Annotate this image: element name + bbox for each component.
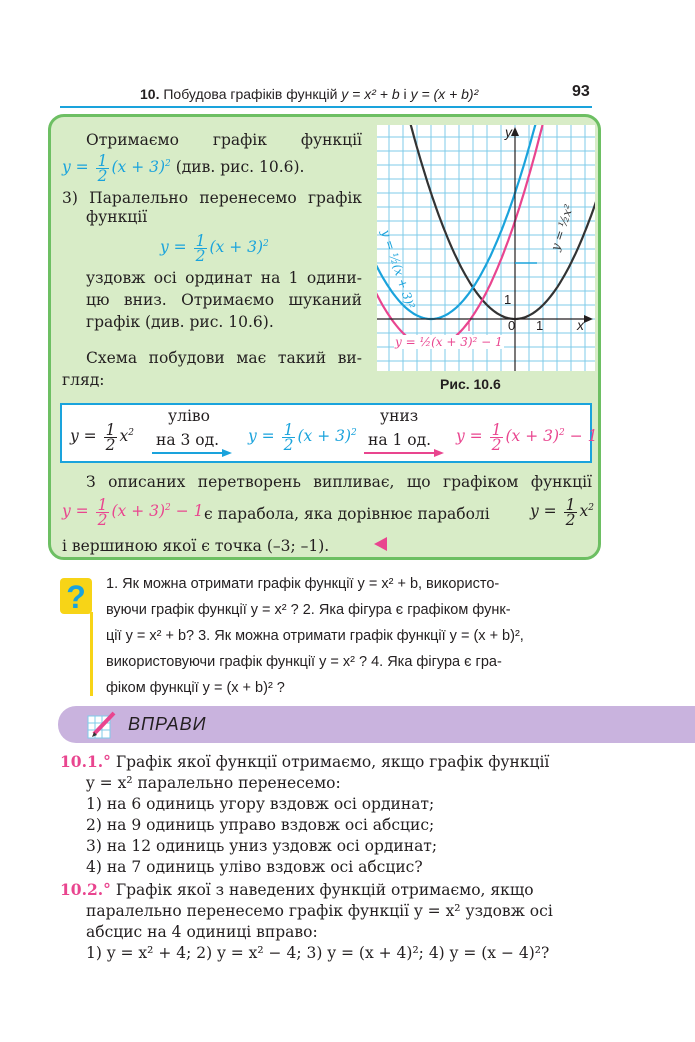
text-line-3: 3) Паралельно перенесемо графік bbox=[62, 189, 362, 207]
figure-caption: Рис. 10.6 bbox=[440, 376, 501, 392]
conclusion-line-3: і вершиною якої є точка (–3; –1). bbox=[62, 537, 330, 555]
header-conjunction: і bbox=[403, 86, 407, 102]
conclusion-base-formula: y = $\frac{1}{2}$ $x^2$ bbox=[530, 495, 594, 529]
text-line-2 bbox=[62, 152, 304, 183]
text-line-7: графік (див. рис. 10.6). bbox=[86, 313, 274, 331]
origin-label: 0 bbox=[508, 318, 516, 333]
pencil-grid-icon bbox=[86, 710, 118, 740]
question-line-1: 1. Як можна отримати графік функції y = x² + b, використо- bbox=[106, 576, 500, 592]
scheme-mid-formula: y = $\frac{1}{2}$ $(x + 3)^2$ bbox=[248, 420, 357, 454]
scheme-end-formula: y = $\frac{1}{2}$ $(x + 3)^2 - 1$ bbox=[456, 420, 598, 454]
question-line-4: використовуючи графік функції y = x² ? 4. Яка фігура є гра- bbox=[106, 654, 502, 670]
exercise-number: 10.2.° bbox=[60, 880, 111, 899]
scheme-start-formula: y = $\frac{1}{2}$ $x^2$ bbox=[70, 420, 134, 454]
section-number: 10. bbox=[140, 86, 160, 102]
text-line-9: гляд: bbox=[62, 371, 105, 389]
exercise-10-1-option-3: 3) на 12 одиниць униз уздовж осі ординат; bbox=[86, 837, 438, 855]
x-axis-label: x bbox=[577, 317, 584, 333]
exercises-heading: ВПРАВИ bbox=[128, 714, 207, 734]
text-line-6: цю вниз. Отримаємо шуканий bbox=[86, 291, 362, 309]
conclusion-line-1: З описаних перетворень випливає, що графіком функції bbox=[86, 473, 592, 491]
page-number: 93 bbox=[572, 83, 590, 100]
scheme-arrow-1 bbox=[152, 448, 232, 458]
x-axis-arrow bbox=[584, 315, 593, 323]
exercise-10-2-line-3: абсцис на 4 одиниці вправо: bbox=[86, 923, 318, 941]
text-line-8: Схема побудови має такий ви- bbox=[86, 349, 362, 367]
figure-ref: (див. рис. 10.6). bbox=[175, 158, 305, 177]
conclusion-line-2: є парабола, яка дорівнює параболі bbox=[204, 505, 490, 523]
scheme-step2-bottom: на 1 од. bbox=[368, 431, 432, 449]
running-header bbox=[140, 86, 478, 102]
exercise-10-2 bbox=[60, 880, 534, 900]
exercise-10-1-option-2: 2) на 9 одиниць управо вздовж осі абсцис; bbox=[86, 816, 435, 834]
scheme-step1-bottom: на 3 од. bbox=[156, 431, 220, 449]
header-rule bbox=[60, 106, 592, 108]
exercise-10-1 bbox=[60, 752, 549, 772]
question-line-3: ції y = x² + b? 3. Як можна отримати графік функції y = (x + b)², bbox=[106, 628, 524, 644]
formula-shifted: y = $\frac{1}{2}$ $(x + 3)^2$ bbox=[62, 151, 171, 185]
exercise-number: 10.1.° bbox=[60, 752, 111, 771]
question-mark-icon bbox=[60, 578, 92, 614]
scheme-step1-top: уліво bbox=[168, 407, 210, 425]
y-axis-arrow bbox=[511, 127, 519, 136]
header-formula-1: y = x² + b bbox=[341, 86, 400, 102]
svg-text:?: ? bbox=[66, 579, 86, 614]
section-title: Побудова графіків функцій bbox=[163, 86, 338, 102]
x-unit-label: 1 bbox=[536, 318, 544, 333]
scheme-step2-top: униз bbox=[380, 407, 419, 425]
question-line-5: фіком функції y = (x + b)² ? bbox=[106, 680, 285, 696]
y-unit-label: 1 bbox=[504, 292, 512, 307]
exercise-10-1-option-1: 1) на 6 одиниць угору вздовж осі ординат; bbox=[86, 795, 435, 813]
formula-centered: y = $\frac{1}{2}$ $(x + 3)^2$ bbox=[160, 231, 269, 265]
scheme-arrow-2 bbox=[364, 448, 444, 458]
end-marker-icon bbox=[374, 537, 388, 551]
label-blue-parabola: y = ½(x + 3)² bbox=[378, 228, 418, 311]
header-formula-2: y = (x + b)² bbox=[410, 86, 479, 102]
questions-block bbox=[106, 571, 592, 701]
exercise-10-2-line-2: паралельно перенесемо графік функції y = x² уздовж осі bbox=[86, 902, 553, 920]
text-line-1: Отримаємо графік функції bbox=[86, 131, 362, 149]
y-axis-label: y bbox=[505, 124, 512, 140]
exercise-10-2-options: 1) y = x² + 4; 2) y = x² − 4; 3) y = (x + 4)²; 4) y = (x − 4)²? bbox=[86, 944, 550, 962]
question-sidebar-line bbox=[90, 612, 93, 696]
text-line-5: уздовж осі ординат на 1 одини- bbox=[86, 269, 362, 287]
exercise-10-1-option-4: 4) на 7 одиниць уліво вздовж осі абсцис? bbox=[86, 858, 423, 876]
conclusion-formula: y = $\frac{1}{2}$ $(x + 3)^2 - 1$ bbox=[62, 495, 204, 529]
exercise-text: Графік якої з наведених функцій отримаємо, якщо bbox=[115, 881, 534, 899]
text-line-4: функції bbox=[86, 208, 148, 226]
label-black-parabola: y = ½x² bbox=[548, 202, 577, 253]
exercise-text: Графік якої функції отримаємо, якщо графік функції bbox=[115, 753, 550, 771]
question-line-2: вуючи графік функції y = x² ? 2. Яка фігура є графіком функ- bbox=[106, 602, 511, 618]
exercise-10-1-line-2: y = x² паралельно перенесемо: bbox=[86, 774, 341, 792]
label-pink-parabola: y = ½(x + 3)² − 1 bbox=[395, 335, 503, 349]
